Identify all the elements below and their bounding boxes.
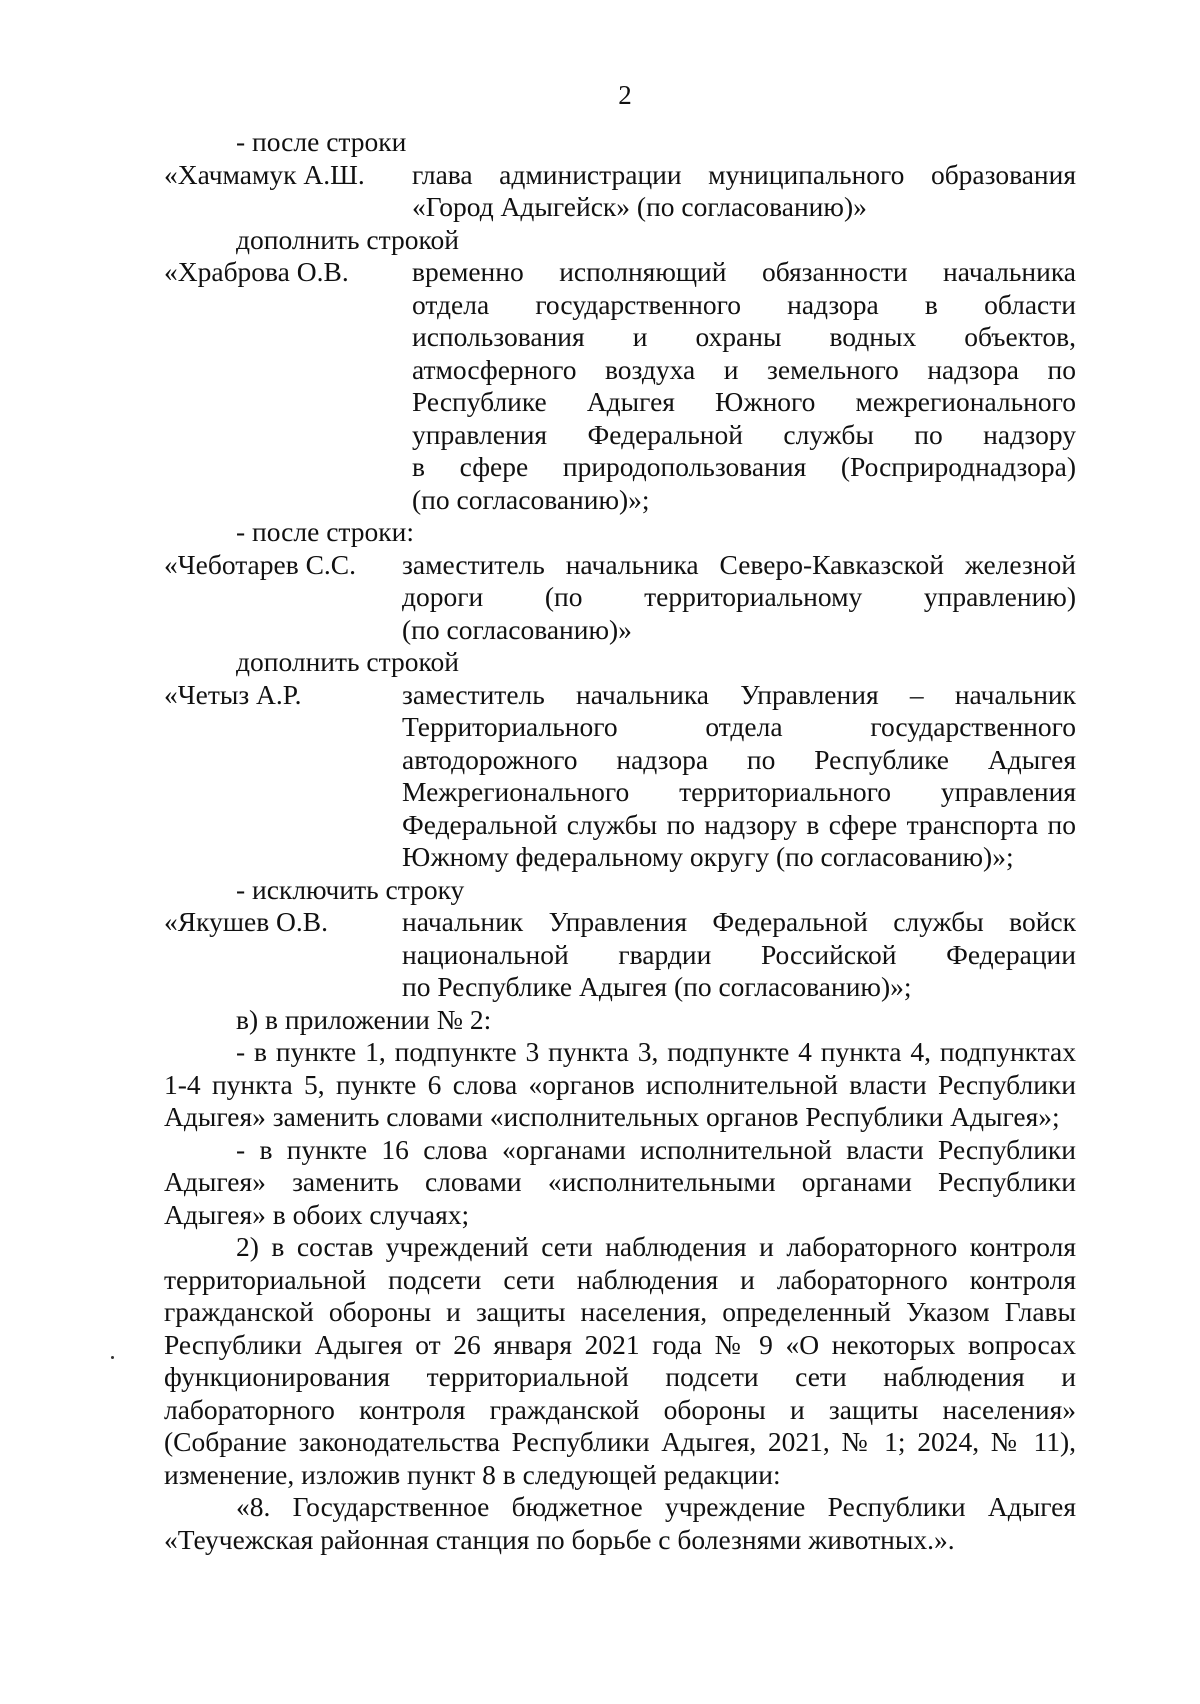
entry-position-line: начальник Управления Федеральной службы войск <box>402 906 1076 937</box>
paragraph-line: Республики Адыгея от 26 января 2021 года № 9 «О некоторых вопросах <box>164 1328 1076 1360</box>
paragraph-line: территориальной подсети сети наблюдения и лабораторного контроля <box>164 1263 1076 1295</box>
paragraph-line: 2) в состав учреждений сети наблюдения и лабораторного контроля <box>236 1231 1076 1262</box>
entry-position-line: управления Федеральной службы по надзору <box>412 418 1076 450</box>
paragraph-appendix-item-16 <box>164 1134 1076 1232</box>
instruction-after-line-1: - после строки <box>236 126 407 157</box>
entry-chetyz <box>164 679 1076 874</box>
entry-yakushev <box>164 906 1076 1004</box>
paragraph-line: 1-4 пункта 5, пункте 6 слова «органов исполнительной власти Республики <box>164 1068 1076 1100</box>
entry-position-line: заместитель начальника Управления – начальник <box>402 678 1076 710</box>
entry-position-line: дороги (по территориальному управлению) <box>402 581 1076 612</box>
entry-position-line: временно исполняющий обязанности начальника <box>412 256 1076 287</box>
paragraph-line: гражданской обороны и защиты населения, определенный Указом Главы <box>164 1296 1076 1327</box>
paragraph-appendix-item-1 <box>164 1036 1076 1134</box>
entry-position-line: Республике Адыгея Южного межрегионального <box>412 386 1076 417</box>
scan-speck <box>111 1356 114 1359</box>
entry-khachmamuk <box>164 159 1076 224</box>
entry-position-line: использования и охраны водных объектов, <box>412 321 1076 352</box>
paragraph-line: Адыгея» заменить словами «исполнительных органов Республики Адыгея»; <box>164 1101 1060 1132</box>
entry-chebotarev <box>164 549 1076 647</box>
entry-name: «Чеботарев С.С. <box>164 548 357 580</box>
paragraph-line: лабораторного контроля гражданской обороны и защиты населения» <box>164 1393 1076 1425</box>
entry-position-line: (по согласованию)»; <box>412 483 650 515</box>
entry-position <box>412 256 1076 516</box>
entry-position-line: отдела государственного надзора в области <box>412 288 1076 320</box>
instruction-after-line-2: - после строки: <box>236 516 414 547</box>
entry-position-line: автодорожного надзора по Республике Адыгея <box>402 743 1076 775</box>
entry-position-line: Межрегионального территориального управления <box>402 776 1076 807</box>
entry-position-line: Федеральной службы по надзору в сфере транспорта по <box>402 808 1076 840</box>
instruction-exclude-line: - исключить строку <box>236 873 465 905</box>
paragraph-line: функционирования территориальной подсети сети наблюдения и <box>164 1361 1076 1392</box>
entry-position-line: атмосферного воздуха и земельного надзора по <box>412 353 1076 385</box>
entry-position-line: национальной гвардии Российской Федерации <box>402 938 1076 970</box>
entry-name: «Храброва О.В. <box>164 256 349 287</box>
paragraph-line: - в пункте 16 слова «органами исполнительной власти Республики <box>236 1133 1076 1165</box>
entry-position-line: Южному федеральному округу (по согласованию)»; <box>402 841 1014 872</box>
entry-khrabrova <box>164 256 1076 516</box>
entry-name: «Четыз А.Р. <box>164 678 302 710</box>
paragraph-line: - в пункте 1, подпункте 3 пункта 3, подпункте 4 пункта 4, подпунктах <box>236 1036 1076 1067</box>
instruction-add-line-2: дополнить строкой <box>236 646 459 677</box>
entry-position <box>402 549 1076 647</box>
entry-position <box>412 159 1076 224</box>
entry-position-line: «Город Адыгейск» (по согласованию)» <box>412 191 867 222</box>
instruction-appendix-2: в) в приложении № 2: <box>236 1003 492 1035</box>
paragraph-item-8 <box>164 1491 1076 1556</box>
entry-position-line: в сфере природопользования (Росприроднадзора) <box>412 451 1076 482</box>
paragraph-line: (Собрание законодательства Республики Адыгея, 2021, № 1; 2024, № 11), <box>164 1426 1076 1457</box>
paragraph-line: изменение, изложив пункт 8 в следующей редакции: <box>164 1458 781 1490</box>
document-body <box>164 126 1076 1556</box>
entry-position-line: глава администрации муниципального образования <box>412 158 1076 190</box>
paragraph-item-2 <box>164 1231 1076 1491</box>
entry-position <box>402 679 1076 874</box>
entry-position-line: заместитель начальника Северо-Кавказской железной <box>402 548 1076 580</box>
paragraph-line: Адыгея» заменить словами «исполнительными органами Республики <box>164 1166 1076 1197</box>
entry-position-line: Территориального отдела государственного <box>402 711 1076 742</box>
entry-name: «Хачмамук А.Ш. <box>164 158 365 190</box>
paragraph-line: Адыгея» в обоих случаях; <box>164 1198 470 1230</box>
entry-position-line: (по согласованию)» <box>402 613 632 645</box>
instruction-add-line-1: дополнить строкой <box>236 223 459 255</box>
entry-position-line: по Республике Адыгея (по согласованию)»; <box>402 971 912 1002</box>
page-number: 2 <box>618 80 632 110</box>
paragraph-line: «8. Государственное бюджетное учреждение Республики Адыгея <box>236 1491 1076 1522</box>
entry-position <box>402 906 1076 1004</box>
entry-name: «Якушев О.В. <box>164 906 329 937</box>
paragraph-line: «Теучежская районная станция по борьбе с болезнями животных.». <box>164 1523 955 1555</box>
